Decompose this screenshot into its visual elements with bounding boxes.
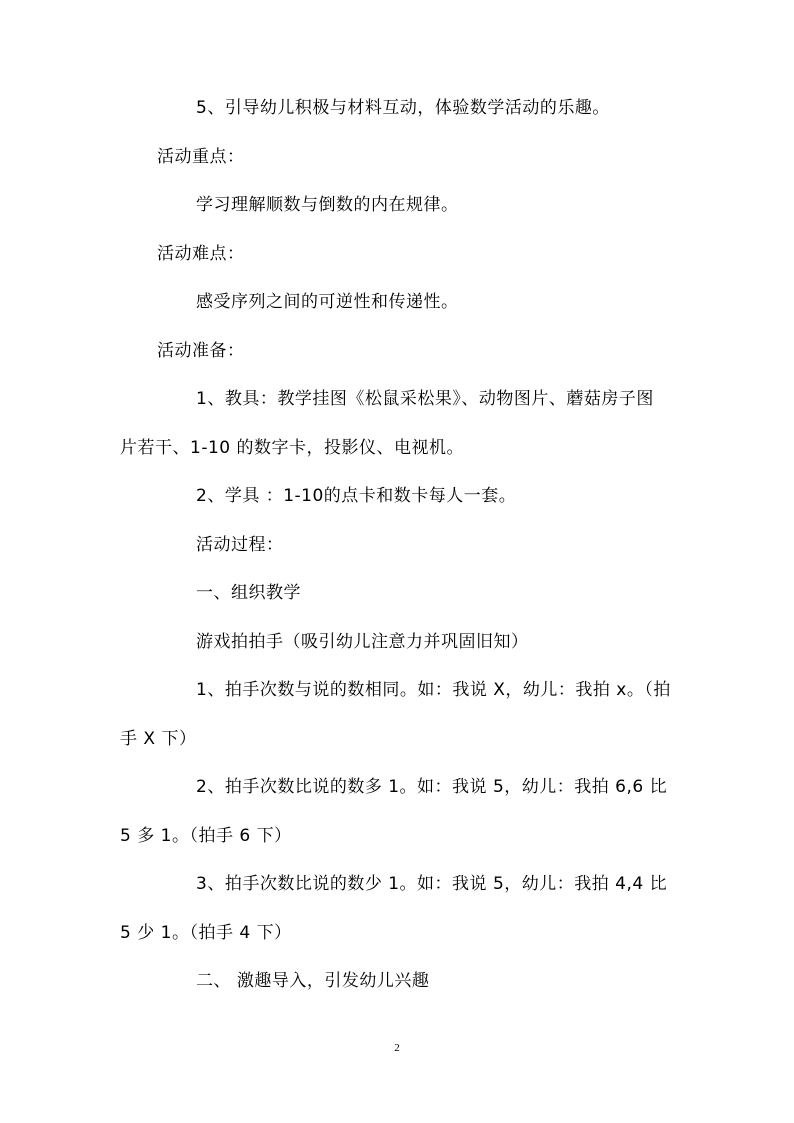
paragraph-line: 手 X 下） — [120, 729, 197, 749]
paragraph-line: 1、教具：教学挂图《松鼠采松果》、动物图片、蘑菇房子图 — [196, 389, 654, 409]
section-heading: 活动过程： — [196, 535, 284, 555]
paragraph-line: 片若干、1-10 的数字卡，投影仪、电视机。 — [120, 438, 464, 458]
section-heading: 二、 激趣导入，引发幼儿兴趣 — [196, 971, 430, 991]
paragraph-line: 2、学具 ：1-10的点卡和数卡每人一套。 — [196, 486, 517, 506]
paragraph-line: 游戏拍拍手（吸引幼儿注意力并巩固旧知） — [196, 632, 529, 652]
paragraph-line: 2、拍手次数比说的数多 1。如：我说 5，幼儿：我拍 6,6 比 — [196, 777, 668, 797]
page-number: 2 — [394, 1042, 400, 1054]
section-heading: 一、组织教学 — [196, 583, 301, 603]
section-heading: 活动难点： — [157, 244, 245, 264]
section-heading: 活动准备： — [157, 341, 245, 361]
paragraph-line: 学习理解顺数与倒数的内在规律。 — [196, 195, 459, 215]
paragraph-line: 1、拍手次数与说的数相同。如：我说 X，幼儿：我拍 x。（拍 — [196, 680, 671, 700]
paragraph-line: 3、拍手次数比说的数少 1。如：我说 5，幼儿：我拍 4,4 比 — [196, 874, 668, 894]
paragraph-line: 5 少 1。（拍手 4 下） — [120, 923, 292, 943]
section-heading: 活动重点： — [157, 147, 245, 167]
paragraph-line: 5 多 1。（拍手 6 下） — [120, 826, 292, 846]
paragraph-line: 5、引导幼儿积极与材料互动，体验数学活动的乐趣。 — [196, 98, 610, 118]
paragraph-line: 感受序列之间的可逆性和传递性。 — [196, 292, 459, 312]
